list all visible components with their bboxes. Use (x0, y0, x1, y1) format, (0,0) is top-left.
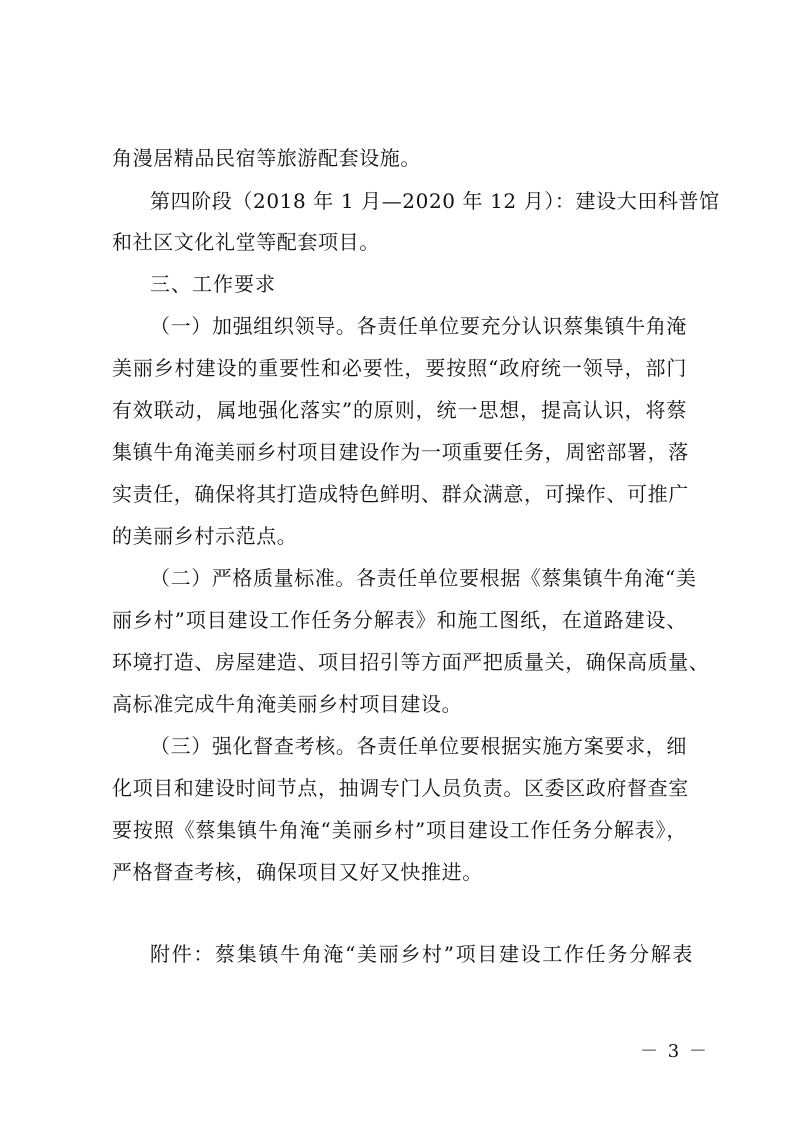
page-number: － 3 － (640, 1041, 709, 1062)
text-line: 的美丽乡村示范点。 (112, 524, 298, 548)
text-line: 化项目和建设时间节点，抽调专门人员负责。区委区政府督查室 (112, 776, 689, 800)
text-line: 和社区文化礼堂等配套项目。 (112, 230, 380, 254)
text-line: 高标准完成牛角淹美丽乡村项目建设。 (112, 692, 463, 716)
text-line: （一）加强组织领导。各责任单位要充分认识蔡集镇牛角淹 (150, 314, 687, 338)
text-line: 要按照《蔡集镇牛角淹“美丽乡村”项目建设工作任务分解表》， (112, 818, 687, 842)
text-line: 有效联动，属地强化落实”的原则，统一思想，提高认识，将蔡 (112, 398, 687, 422)
text-line: 实责任，确保将其打造成特色鲜明、群众满意，可操作、可推广 (112, 482, 689, 506)
text-line: 丽乡村”项目建设工作任务分解表》和施工图纸，在道路建设、 (112, 608, 687, 632)
text-line: 集镇牛角淹美丽乡村项目建设作为一项重要任务，周密部署，落 (112, 440, 689, 464)
attachment-note: 附件：蔡集镇牛角淹“美丽乡村”项目建设工作任务分解表 (150, 942, 693, 966)
text-line: （三）强化督查考核。各责任单位要根据实施方案要求，细 (150, 734, 687, 758)
text-line: 严格督查考核，确保项目又好又快推进。 (112, 860, 483, 884)
text-line: （二）严格质量标准。各责任单位要根据《蔡集镇牛角淹“美 (150, 566, 697, 590)
text-line: 第四阶段（2018 年 1 月—2020 年 12 月）：建设大田科普馆 (150, 189, 720, 213)
text-line: 角漫居精品民宿等旅游配套设施。 (112, 146, 421, 170)
section-heading: 三、工作要求 (150, 272, 276, 296)
text-line: 环境打造、房屋建造、项目招引等方面严把质量关，确保高质量、 (112, 650, 710, 674)
text-line: 美丽乡村建设的重要性和必要性，要按照“政府统一领导，部门 (112, 356, 687, 380)
